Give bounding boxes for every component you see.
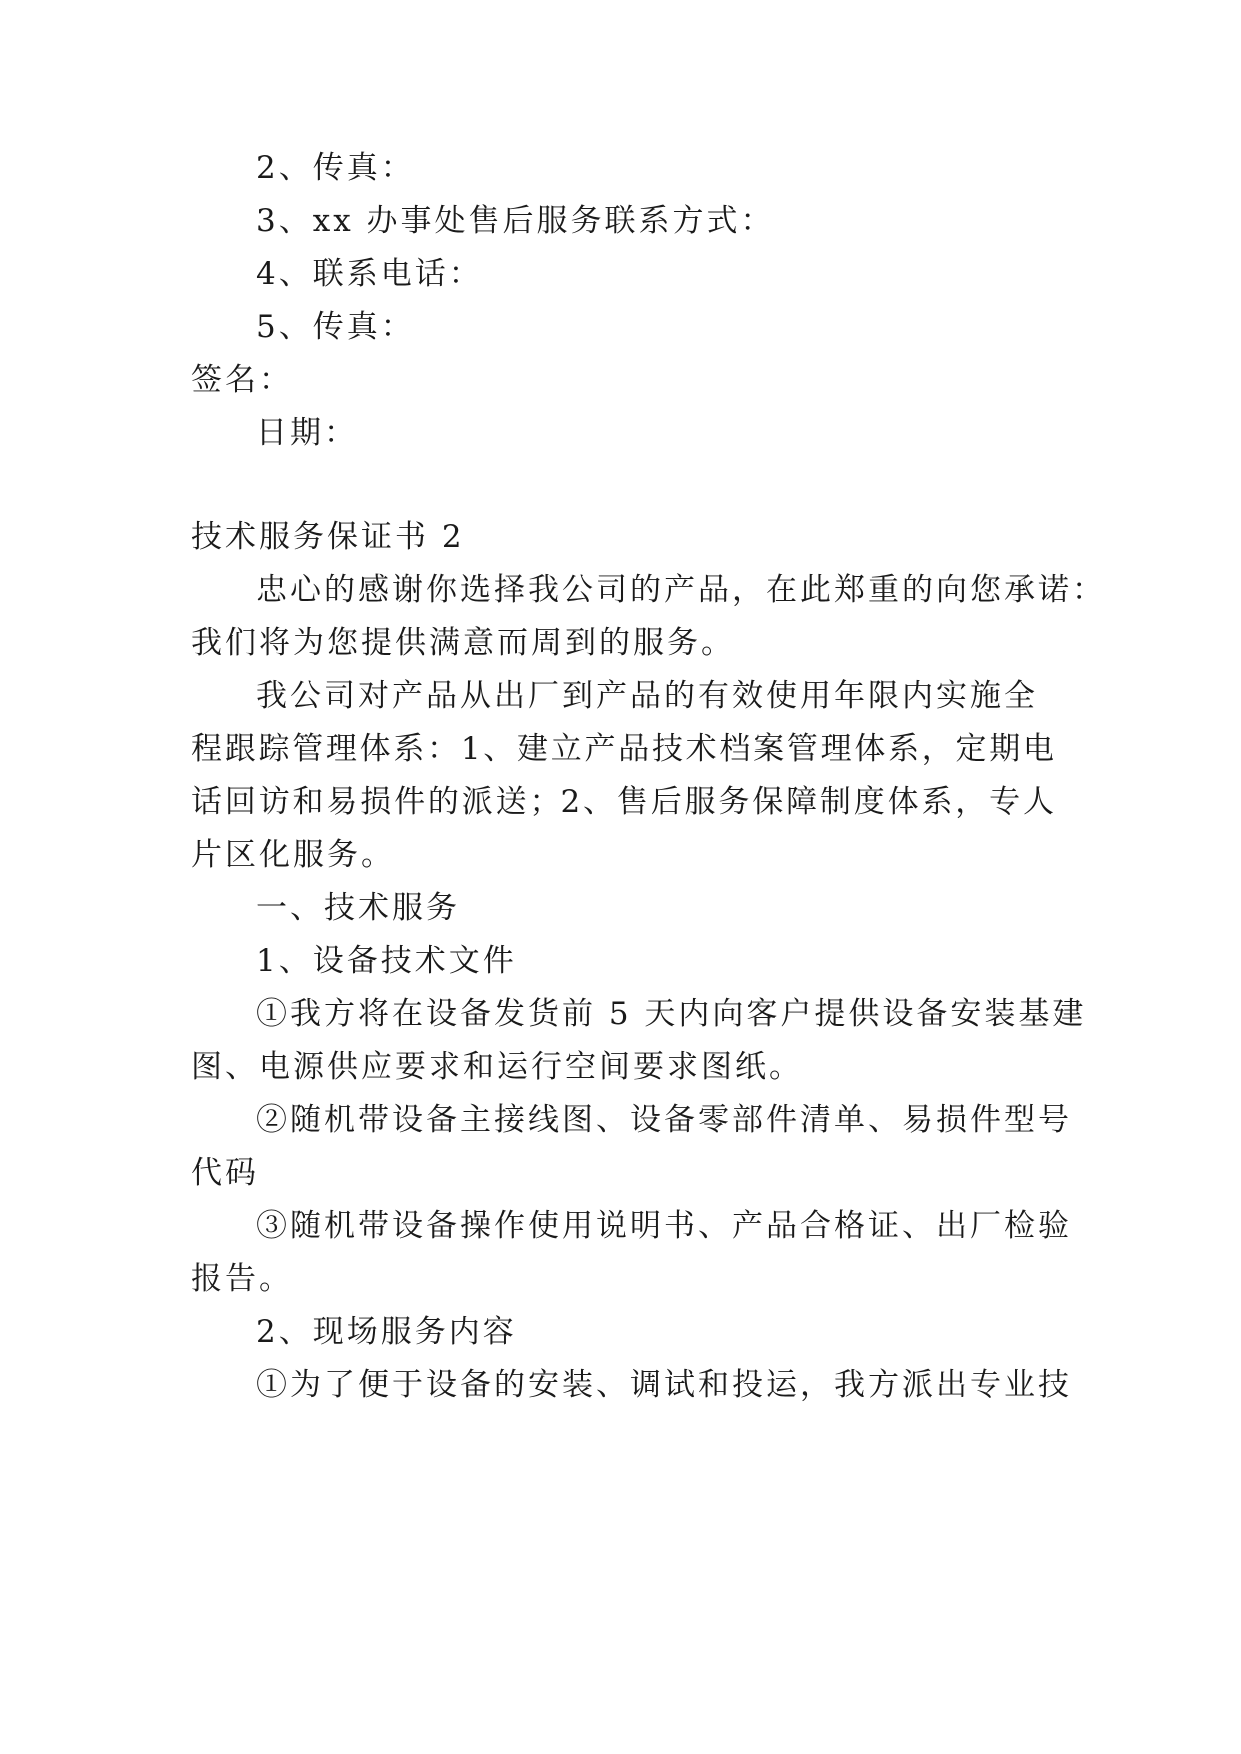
item1-a-line-1: ①我方将在设备发货前 5 天内向客户提供设备安装基建: [256, 996, 1087, 1032]
intro-line-2: 我们将为您提供满意而周到的服务。: [191, 625, 735, 661]
item1-c-line-1: ③随机带设备操作使用说明书、产品合格证、出厂检验: [256, 1208, 1072, 1244]
signature-label: 签名：: [191, 362, 293, 398]
paragraph2-line-4: 片区化服务。: [191, 837, 395, 873]
item1-c-line-2: 报告。: [191, 1261, 293, 1297]
section1-heading: 一、技术服务: [256, 890, 460, 926]
date-label: 日期：: [256, 415, 358, 451]
item1-b-line-1: ②随机带设备主接线图、设备零部件清单、易损件型号: [256, 1102, 1072, 1138]
item1-b-line-2: 代码: [191, 1155, 259, 1191]
intro-line-1: 忠心的感谢你选择我公司的产品，在此郑重的向您承诺：: [256, 572, 1106, 608]
office-contact-line: 3、xx 办事处售后服务联系方式：: [256, 203, 775, 239]
phone-line: 4、联系电话：: [256, 256, 483, 292]
item2-heading: 2、现场服务内容: [256, 1314, 517, 1350]
item2-a-line-1: ①为了便于设备的安装、调试和投运，我方派出专业技: [256, 1367, 1072, 1403]
fax-line-2: 5、传真：: [256, 309, 415, 345]
paragraph2-line-3: 话回访和易损件的派送；2、售后服务保障制度体系，专人: [191, 784, 1054, 820]
item1-a-line-2: 图、电源供应要求和运行空间要求图纸。: [191, 1049, 803, 1085]
fax-line-1: 2、传真：: [256, 150, 415, 186]
paragraph2-line-1: 我公司对产品从出厂到产品的有效使用年限内实施全: [256, 678, 1038, 714]
document-title: 技术服务保证书 2: [191, 519, 465, 555]
paragraph2-line-2: 程跟踪管理体系：1、建立产品技术档案管理体系，定期电: [191, 731, 1054, 767]
item1-heading: 1、设备技术文件: [256, 943, 517, 979]
